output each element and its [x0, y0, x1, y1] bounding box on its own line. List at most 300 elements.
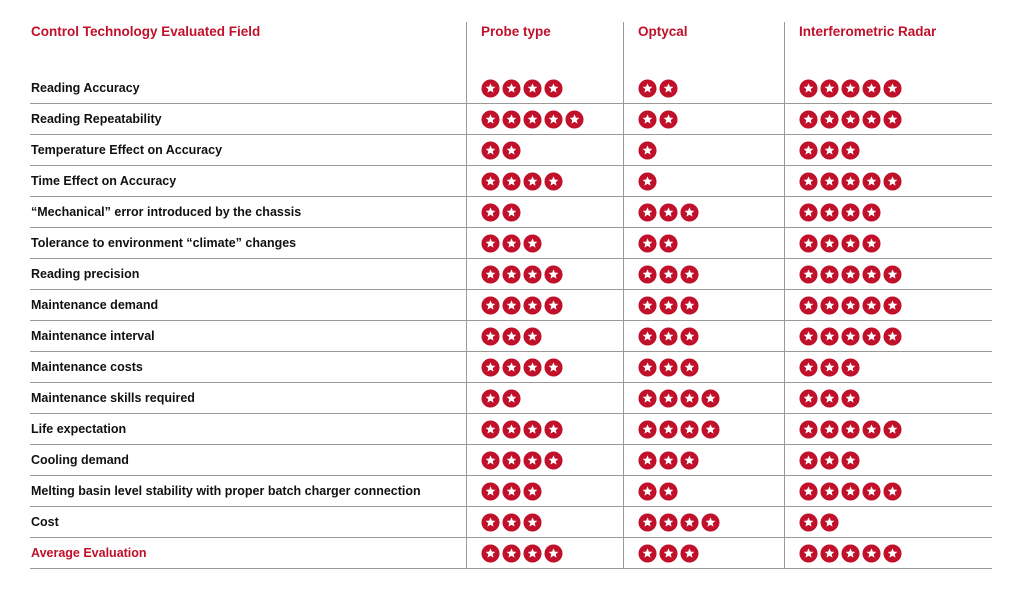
star-rating [638, 141, 657, 160]
star-in-circle-icon [659, 203, 678, 222]
rating-cell-probe-type [466, 104, 623, 134]
row-label-cell [30, 135, 466, 165]
star-rating [481, 203, 521, 222]
star-in-circle-icon [502, 482, 521, 501]
row-label: Tolerance to environment “climate” changes [31, 236, 297, 250]
row-label-cell [30, 321, 466, 351]
star-in-circle-icon [701, 389, 720, 408]
star-in-circle-icon [841, 79, 860, 98]
row-label: Cost [31, 515, 59, 529]
rating-cell-probe-type [466, 321, 623, 351]
star-in-circle-icon [481, 451, 500, 470]
star-in-circle-icon [841, 172, 860, 191]
star-rating [481, 172, 563, 191]
rating-cell-optycal [623, 414, 784, 444]
star-in-circle-icon [883, 482, 902, 501]
star-in-circle-icon [820, 141, 839, 160]
star-in-circle-icon [638, 234, 657, 253]
star-in-circle-icon [820, 110, 839, 129]
rating-cell-probe-type [466, 383, 623, 413]
star-in-circle-icon [502, 234, 521, 253]
star-in-circle-icon [481, 110, 500, 129]
star-in-circle-icon [799, 265, 818, 284]
star-in-circle-icon [565, 110, 584, 129]
star-rating [799, 358, 860, 377]
table-row [30, 104, 992, 135]
table-row [30, 228, 992, 259]
row-label-cell [30, 445, 466, 475]
table-body [30, 73, 992, 569]
star-rating [481, 234, 542, 253]
star-in-circle-icon [638, 327, 657, 346]
star-in-circle-icon [502, 265, 521, 284]
star-in-circle-icon [820, 544, 839, 563]
header-evaluated-field-label: Control Technology Evaluated Field [31, 24, 261, 39]
rating-cell-optycal [623, 259, 784, 289]
star-in-circle-icon [523, 544, 542, 563]
header-probe-type-label: Probe type [481, 24, 551, 39]
star-in-circle-icon [862, 172, 881, 191]
star-in-circle-icon [841, 234, 860, 253]
star-rating [638, 389, 720, 408]
rating-cell-optycal [623, 352, 784, 382]
star-in-circle-icon [544, 296, 563, 315]
star-in-circle-icon [883, 420, 902, 439]
star-in-circle-icon [481, 296, 500, 315]
star-in-circle-icon [862, 544, 881, 563]
star-in-circle-icon [481, 203, 500, 222]
star-rating [481, 389, 521, 408]
star-rating [799, 327, 902, 346]
star-in-circle-icon [841, 451, 860, 470]
star-in-circle-icon [544, 358, 563, 377]
star-in-circle-icon [502, 513, 521, 532]
star-in-circle-icon [841, 141, 860, 160]
star-in-circle-icon [862, 234, 881, 253]
star-in-circle-icon [680, 389, 699, 408]
row-label: Melting basin level stability with proper batch charger connection [31, 484, 421, 498]
star-rating [638, 265, 699, 284]
star-in-circle-icon [820, 172, 839, 191]
star-rating [799, 544, 902, 563]
star-in-circle-icon [820, 234, 839, 253]
row-label: Maintenance demand [31, 298, 159, 312]
star-in-circle-icon [544, 451, 563, 470]
row-label: Reading precision [31, 267, 140, 281]
star-in-circle-icon [638, 358, 657, 377]
comparison-table [30, 22, 992, 569]
star-in-circle-icon [841, 482, 860, 501]
row-label-cell [30, 290, 466, 320]
rating-cell-probe-type [466, 290, 623, 320]
star-in-circle-icon [841, 389, 860, 408]
star-in-circle-icon [502, 141, 521, 160]
star-in-circle-icon [638, 296, 657, 315]
star-in-circle-icon [638, 482, 657, 501]
star-in-circle-icon [502, 451, 521, 470]
star-rating [481, 110, 584, 129]
star-rating [638, 110, 678, 129]
star-in-circle-icon [481, 172, 500, 191]
star-in-circle-icon [820, 451, 839, 470]
table-row [30, 352, 992, 383]
row-label-cell [30, 507, 466, 537]
header-probe-type [466, 22, 623, 73]
star-rating [799, 513, 839, 532]
star-rating [638, 358, 699, 377]
star-in-circle-icon [659, 513, 678, 532]
star-rating [799, 110, 902, 129]
header-optycal-label: Optycal [638, 24, 688, 39]
star-in-circle-icon [481, 79, 500, 98]
star-in-circle-icon [659, 389, 678, 408]
star-in-circle-icon [638, 389, 657, 408]
row-label: Cooling demand [31, 453, 129, 467]
star-in-circle-icon [862, 110, 881, 129]
star-in-circle-icon [883, 265, 902, 284]
star-rating [799, 420, 902, 439]
rating-cell-optycal [623, 135, 784, 165]
star-in-circle-icon [523, 110, 542, 129]
star-rating [481, 420, 563, 439]
star-in-circle-icon [523, 234, 542, 253]
star-in-circle-icon [820, 420, 839, 439]
star-in-circle-icon [638, 172, 657, 191]
row-label: Life expectation [31, 422, 127, 436]
star-in-circle-icon [701, 513, 720, 532]
star-in-circle-icon [883, 544, 902, 563]
table-row [30, 538, 992, 569]
star-in-circle-icon [883, 79, 902, 98]
rating-cell-probe-type [466, 259, 623, 289]
star-in-circle-icon [544, 110, 563, 129]
table-row [30, 197, 992, 228]
row-label: Reading Accuracy [31, 81, 140, 95]
star-in-circle-icon [659, 451, 678, 470]
rating-cell-probe-type [466, 538, 623, 568]
row-label-cell [30, 166, 466, 196]
rating-cell-optycal [623, 507, 784, 537]
star-in-circle-icon [659, 234, 678, 253]
row-label-cell [30, 259, 466, 289]
star-rating [638, 451, 699, 470]
star-rating [799, 203, 881, 222]
star-in-circle-icon [799, 141, 818, 160]
star-in-circle-icon [638, 141, 657, 160]
star-rating [481, 79, 563, 98]
star-rating [638, 544, 699, 563]
rating-cell-interferometric-radar [784, 104, 992, 134]
table-row [30, 135, 992, 166]
star-in-circle-icon [883, 296, 902, 315]
star-rating [799, 234, 881, 253]
star-rating [481, 482, 542, 501]
table-header-row [30, 22, 992, 73]
star-in-circle-icon [544, 172, 563, 191]
star-in-circle-icon [680, 265, 699, 284]
star-in-circle-icon [659, 420, 678, 439]
rating-cell-probe-type [466, 197, 623, 227]
star-in-circle-icon [820, 79, 839, 98]
star-rating [638, 296, 699, 315]
rating-cell-interferometric-radar [784, 259, 992, 289]
star-in-circle-icon [502, 389, 521, 408]
rating-cell-probe-type [466, 507, 623, 537]
star-in-circle-icon [481, 265, 500, 284]
star-in-circle-icon [659, 327, 678, 346]
star-in-circle-icon [481, 358, 500, 377]
star-in-circle-icon [481, 141, 500, 160]
rating-cell-interferometric-radar [784, 352, 992, 382]
row-label-cell [30, 73, 466, 103]
star-in-circle-icon [523, 296, 542, 315]
star-in-circle-icon [481, 482, 500, 501]
header-interferometric-radar [784, 22, 992, 73]
star-in-circle-icon [799, 327, 818, 346]
star-in-circle-icon [862, 482, 881, 501]
table-row [30, 476, 992, 507]
rating-cell-optycal [623, 228, 784, 258]
star-rating [799, 451, 860, 470]
star-rating [799, 482, 902, 501]
rating-cell-probe-type [466, 73, 623, 103]
star-in-circle-icon [638, 513, 657, 532]
row-label-cell [30, 228, 466, 258]
star-in-circle-icon [544, 265, 563, 284]
row-label-cell [30, 383, 466, 413]
table-row [30, 73, 992, 104]
header-evaluated-field [30, 22, 466, 73]
star-rating [638, 327, 699, 346]
star-in-circle-icon [701, 420, 720, 439]
star-in-circle-icon [799, 544, 818, 563]
star-in-circle-icon [799, 389, 818, 408]
rating-cell-interferometric-radar [784, 228, 992, 258]
star-in-circle-icon [862, 265, 881, 284]
star-in-circle-icon [502, 203, 521, 222]
rating-cell-interferometric-radar [784, 383, 992, 413]
star-rating [481, 451, 563, 470]
row-label-cell [30, 197, 466, 227]
star-in-circle-icon [523, 513, 542, 532]
rating-cell-interferometric-radar [784, 538, 992, 568]
star-in-circle-icon [841, 358, 860, 377]
header-interferometric-radar-label: Interferometric Radar [799, 24, 937, 39]
star-rating [799, 265, 902, 284]
table-row [30, 321, 992, 352]
star-in-circle-icon [820, 389, 839, 408]
star-in-circle-icon [680, 544, 699, 563]
star-in-circle-icon [481, 327, 500, 346]
star-in-circle-icon [680, 420, 699, 439]
star-in-circle-icon [841, 110, 860, 129]
star-in-circle-icon [883, 327, 902, 346]
star-rating [481, 141, 521, 160]
star-in-circle-icon [659, 79, 678, 98]
row-label: Temperature Effect on Accuracy [31, 143, 223, 157]
rating-cell-interferometric-radar [784, 290, 992, 320]
star-in-circle-icon [820, 265, 839, 284]
rating-cell-probe-type [466, 476, 623, 506]
star-in-circle-icon [820, 327, 839, 346]
star-in-circle-icon [523, 420, 542, 439]
rating-cell-optycal [623, 73, 784, 103]
star-rating [799, 79, 902, 98]
star-in-circle-icon [544, 544, 563, 563]
row-label-cell [30, 352, 466, 382]
star-in-circle-icon [659, 358, 678, 377]
star-in-circle-icon [799, 79, 818, 98]
row-label: Reading Repeatability [31, 112, 162, 126]
star-in-circle-icon [799, 296, 818, 315]
star-rating [481, 358, 563, 377]
star-in-circle-icon [680, 296, 699, 315]
star-in-circle-icon [820, 296, 839, 315]
rating-cell-optycal [623, 321, 784, 351]
star-in-circle-icon [659, 296, 678, 315]
star-in-circle-icon [841, 327, 860, 346]
star-in-circle-icon [638, 203, 657, 222]
star-rating [638, 172, 657, 191]
table-row [30, 290, 992, 321]
star-in-circle-icon [544, 420, 563, 439]
star-in-circle-icon [680, 513, 699, 532]
rating-cell-optycal [623, 290, 784, 320]
star-in-circle-icon [659, 110, 678, 129]
row-label: Maintenance skills required [31, 391, 195, 405]
star-rating [638, 482, 678, 501]
star-in-circle-icon [799, 203, 818, 222]
star-in-circle-icon [523, 79, 542, 98]
row-label-cell [30, 538, 466, 568]
star-in-circle-icon [680, 203, 699, 222]
star-in-circle-icon [883, 110, 902, 129]
star-in-circle-icon [502, 110, 521, 129]
star-in-circle-icon [841, 420, 860, 439]
star-in-circle-icon [638, 110, 657, 129]
star-in-circle-icon [862, 420, 881, 439]
star-in-circle-icon [502, 296, 521, 315]
star-in-circle-icon [502, 544, 521, 563]
rating-cell-probe-type [466, 228, 623, 258]
star-rating [481, 513, 542, 532]
star-in-circle-icon [502, 172, 521, 191]
star-in-circle-icon [799, 358, 818, 377]
star-rating [481, 327, 542, 346]
star-in-circle-icon [680, 358, 699, 377]
star-in-circle-icon [841, 544, 860, 563]
row-label: Maintenance costs [31, 360, 143, 374]
star-rating [799, 172, 902, 191]
rating-cell-interferometric-radar [784, 476, 992, 506]
star-in-circle-icon [883, 172, 902, 191]
star-in-circle-icon [638, 451, 657, 470]
star-in-circle-icon [799, 513, 818, 532]
star-in-circle-icon [659, 265, 678, 284]
row-label: Time Effect on Accuracy [31, 174, 177, 188]
star-in-circle-icon [862, 296, 881, 315]
table-row [30, 166, 992, 197]
rating-cell-interferometric-radar [784, 445, 992, 475]
rating-cell-probe-type [466, 414, 623, 444]
rating-cell-optycal [623, 445, 784, 475]
rating-cell-optycal [623, 538, 784, 568]
star-in-circle-icon [481, 420, 500, 439]
rating-cell-optycal [623, 476, 784, 506]
star-in-circle-icon [481, 234, 500, 253]
rating-cell-probe-type [466, 352, 623, 382]
star-rating [481, 544, 563, 563]
star-in-circle-icon [481, 513, 500, 532]
star-rating [638, 234, 678, 253]
rating-cell-probe-type [466, 135, 623, 165]
star-in-circle-icon [862, 79, 881, 98]
star-in-circle-icon [820, 358, 839, 377]
star-in-circle-icon [523, 265, 542, 284]
star-in-circle-icon [502, 79, 521, 98]
rating-cell-interferometric-radar [784, 135, 992, 165]
star-rating [481, 265, 563, 284]
star-in-circle-icon [862, 327, 881, 346]
rating-cell-interferometric-radar [784, 507, 992, 537]
star-in-circle-icon [799, 172, 818, 191]
star-in-circle-icon [799, 420, 818, 439]
star-in-circle-icon [841, 296, 860, 315]
star-rating [638, 79, 678, 98]
row-label-cell [30, 104, 466, 134]
rating-cell-interferometric-radar [784, 414, 992, 444]
star-in-circle-icon [799, 234, 818, 253]
row-label: Maintenance interval [31, 329, 155, 343]
star-in-circle-icon [523, 172, 542, 191]
star-in-circle-icon [523, 451, 542, 470]
rating-cell-optycal [623, 383, 784, 413]
star-in-circle-icon [523, 358, 542, 377]
star-rating [638, 513, 720, 532]
star-in-circle-icon [799, 451, 818, 470]
star-rating [799, 296, 902, 315]
row-label: “Mechanical” error introduced by the chassis [31, 205, 302, 219]
rating-cell-probe-type [466, 445, 623, 475]
table-row [30, 259, 992, 290]
row-label-cell [30, 476, 466, 506]
star-rating [638, 203, 699, 222]
star-in-circle-icon [481, 389, 500, 408]
header-optycal [623, 22, 784, 73]
row-label: Average Evaluation [31, 546, 147, 560]
star-in-circle-icon [638, 265, 657, 284]
star-in-circle-icon [481, 544, 500, 563]
rating-cell-interferometric-radar [784, 197, 992, 227]
star-in-circle-icon [680, 327, 699, 346]
rating-cell-interferometric-radar [784, 166, 992, 196]
star-in-circle-icon [659, 482, 678, 501]
star-in-circle-icon [862, 203, 881, 222]
table-row [30, 414, 992, 445]
star-in-circle-icon [523, 482, 542, 501]
star-rating [481, 296, 563, 315]
star-in-circle-icon [638, 544, 657, 563]
star-in-circle-icon [820, 482, 839, 501]
star-in-circle-icon [502, 358, 521, 377]
star-in-circle-icon [841, 265, 860, 284]
star-in-circle-icon [523, 327, 542, 346]
row-label-cell [30, 414, 466, 444]
star-in-circle-icon [544, 79, 563, 98]
table-row [30, 445, 992, 476]
star-rating [638, 420, 720, 439]
star-in-circle-icon [638, 420, 657, 439]
